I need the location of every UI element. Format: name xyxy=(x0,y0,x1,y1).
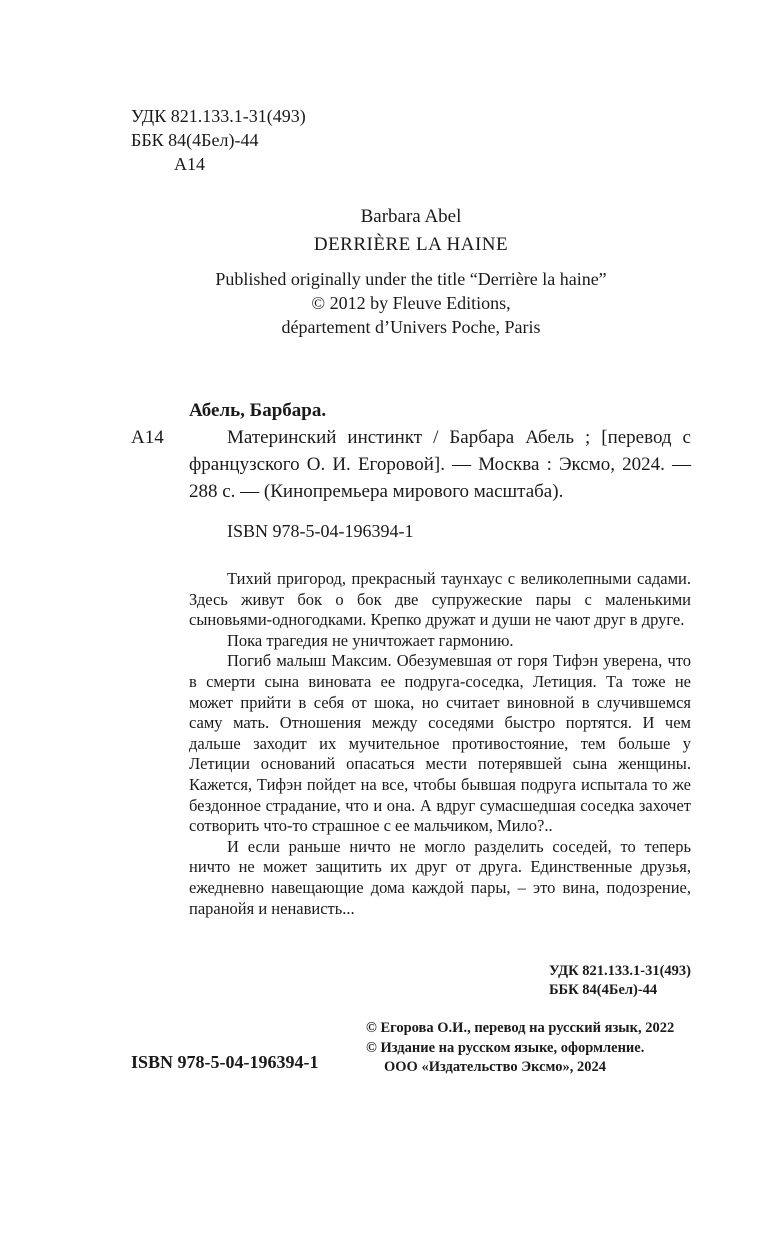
footer-classification xyxy=(549,962,691,1000)
footer-udk: УДК 821.133.1-31(493) xyxy=(548,963,691,979)
footer-bbk: ББК 84(4Бел)-44 xyxy=(548,982,658,998)
record-code: А14 xyxy=(131,427,164,448)
published-line-3: département d’Univers Poche, Paris xyxy=(281,317,541,337)
original-title: DERRIÈRE LA HAINE xyxy=(313,234,509,255)
udk-code: УДК 821.133.1-31(493) xyxy=(131,106,306,126)
copyright-translation: © Егорова О.И., перевод на русский язык, 2022 xyxy=(366,1020,675,1036)
record-author: Абель, Барбара. xyxy=(189,400,327,421)
original-author: Barbara Abel xyxy=(360,206,462,227)
author-mark: А14 xyxy=(174,154,205,174)
bbk-code: ББК 84(4Бел)-44 xyxy=(131,130,259,150)
annotation xyxy=(189,569,691,919)
footer-isbn: ISBN 978-5-04-196394-1 xyxy=(131,1052,319,1072)
annotation-paragraph: Тихий пригород, прекрасный таунхаус с великолепными садами. Здесь живут бок о бок две супружеские пары с маленькими сыновьями-одногодками. Крепко дружат и души не чают друг в друге. xyxy=(189,569,691,630)
published-line-1: Published originally under the title “Derrière la haine” xyxy=(215,269,607,289)
record-isbn: ISBN 978-5-04-196394-1 xyxy=(227,521,414,541)
classification-block xyxy=(131,104,306,176)
original-edition-block xyxy=(150,203,672,339)
annotation-paragraph: Погиб малыш Максим. Обезумевшая от горя Тифэн уверена, что в смерти сына виновата ее подруга-соседка, Летиция. Та тоже не может прийти в себя от шока, но считает виновной в случившемся саму мать. Отношения между соседями быстро портятся. И чем дальше заходит их мучительное противостояние, тем больше у Летиции оснований опасаться мести потерявшей сына женщины. Кажется, Тифэн пойдет на все, чтобы бывшая подруга испытала то же бездонное страдание, что и она. А вдруг сумасшедшая соседка захочет сотворить что-то страшное с ее мальчиком, Мило?.. xyxy=(189,651,691,836)
copyright-edition: © Издание на русском языке, оформление. xyxy=(366,1039,645,1056)
annotation-paragraph: Пока трагедия не уничтожает гармонию. xyxy=(227,630,514,650)
record-description: Материнский инстинкт / Барбара Абель ; [перевод с французского О. И. Егоровой]. — Москва : Эксмо, 2024. — 288 с. — (Кинопремьера мирового масштаба). xyxy=(189,427,691,502)
copyright-block xyxy=(366,1019,674,1078)
bibliographic-record xyxy=(131,398,691,543)
copyright-publisher: ООО «Издательство Эксмо», 2024 xyxy=(384,1059,606,1075)
annotation-paragraph: И если раньше ничто не могло разделить соседей, то теперь ничто не может защитить их друг от друга. Единственные друзья, ежедневно навещающие дома каждой пары, – это вина, подозрение, паранойя и ненависть... xyxy=(189,836,691,918)
published-line-2: © 2012 by Fleuve Editions, xyxy=(311,293,511,313)
